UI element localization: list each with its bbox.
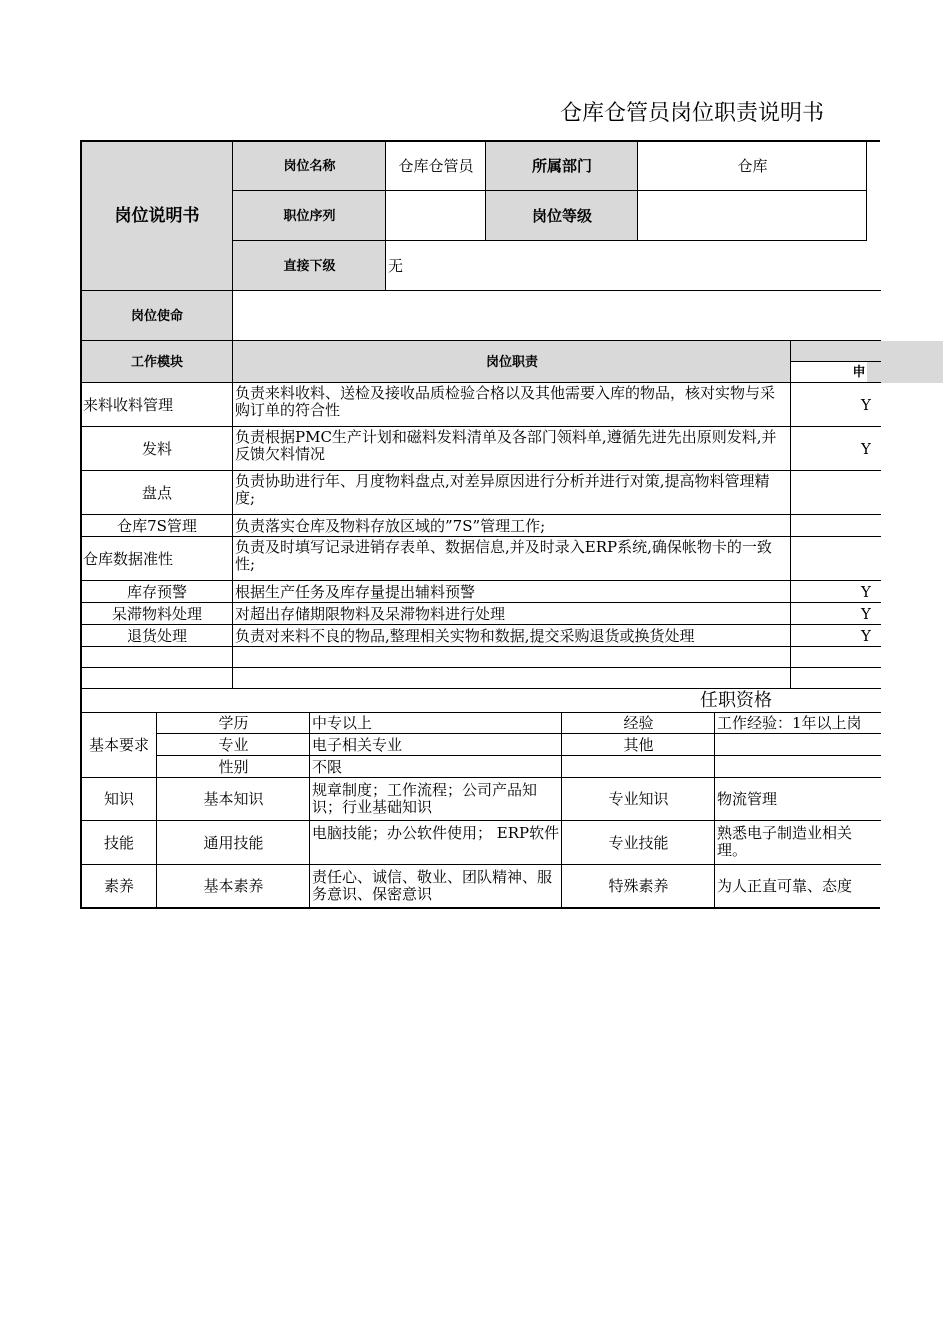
grid-line <box>866 141 867 241</box>
grid-line <box>81 667 881 668</box>
grid-line <box>81 864 881 865</box>
grid-line <box>156 713 157 908</box>
duty-cell: 负责协助进行年、月度物料盘点,对差异原因进行分析并进行对策,提高物料管理精度; <box>235 472 770 507</box>
module-cell: 盘点 <box>141 483 172 502</box>
subordinate-label: 直接下级 <box>233 241 386 291</box>
module-cell: 来料收料管理 <box>83 395 174 414</box>
experience-value: 工作经验：1年以上岗 <box>717 714 862 732</box>
basic-knowledge-value: 规章制度；工作流程；公司产品知识；行业基础知识 <box>312 781 538 816</box>
grid-line <box>561 713 562 908</box>
pro-knowledge-value: 物流管理 <box>717 790 778 808</box>
offscreen-header-fill <box>867 341 943 383</box>
subordinate-value: 无 <box>388 256 404 275</box>
grid-line <box>81 290 881 291</box>
gender-label: 性别 <box>218 757 249 776</box>
basic-requirements-label: 基本要求 <box>88 736 149 754</box>
grid-line <box>81 470 881 471</box>
skill-label: 技能 <box>103 833 134 852</box>
grid-line <box>80 907 880 909</box>
basic-quality-label: 基本素养 <box>203 877 264 895</box>
grid-line <box>714 713 715 908</box>
grid-line <box>81 382 881 383</box>
extra-column-header: 申 <box>852 365 866 380</box>
grid-line <box>81 514 881 515</box>
module-cell: 呆滞物料处理 <box>111 604 202 623</box>
flag-cell: Y <box>861 439 871 458</box>
grid-line <box>233 240 867 241</box>
duty-cell: 负责对来料不良的物品,整理相关实物和数据,提交采购退货或换货处理 <box>235 626 695 645</box>
extra-column-header-top <box>791 341 867 362</box>
empty-cell <box>715 756 867 778</box>
grid-line <box>81 536 881 537</box>
duty-cell: 对超出存储期限物料及呆滞物料进行处理 <box>235 604 506 623</box>
flag-cell <box>791 537 867 581</box>
duty-cell: 根据生产任务及库存量提出辅料预警 <box>235 582 476 601</box>
grid-line <box>81 646 881 647</box>
department-label: 所属部门 <box>486 141 638 191</box>
knowledge-label: 知识 <box>103 790 134 808</box>
mission-value <box>233 291 867 341</box>
grid-line <box>80 140 880 142</box>
empty-cell <box>233 668 791 689</box>
doc-label: 岗位说明书 <box>81 141 233 291</box>
empty-cell <box>233 647 791 668</box>
flag-cell: Y <box>861 395 871 414</box>
pro-skill-label: 专业技能 <box>608 833 669 852</box>
quality-label: 素养 <box>103 877 134 895</box>
grid-line <box>232 141 233 689</box>
grid-line <box>157 755 881 756</box>
grade-label: 岗位等级 <box>486 191 638 241</box>
position-name-value: 仓库仓管员 <box>398 156 474 175</box>
grade-value <box>638 191 867 241</box>
module-cell: 退货处理 <box>126 626 187 645</box>
general-skill-label: 通用技能 <box>203 833 264 852</box>
grid-line <box>309 713 310 908</box>
grid-line <box>81 712 881 713</box>
general-skill-value: 电脑技能；办公软件使用； ERP软件 <box>312 824 560 842</box>
department-value: 仓库 <box>737 156 768 175</box>
page-title: 仓库仓管员岗位职责说明书 <box>560 101 825 126</box>
module-cell: 发料 <box>141 439 172 458</box>
grid-line <box>81 688 881 689</box>
module-cell: 仓库数据准性 <box>83 549 174 568</box>
other-label: 其他 <box>623 735 654 754</box>
flag-cell: Y <box>861 604 871 623</box>
major-label: 专业 <box>218 735 249 754</box>
education-label: 学历 <box>218 714 249 732</box>
grid-line <box>637 141 638 241</box>
sequence-value <box>386 191 486 241</box>
empty-cell <box>562 756 715 778</box>
duty-cell: 负责来料收料、送检及接收品质检验合格以及其他需要入库的物品，核对实物与采购订单的符合性 <box>235 384 776 419</box>
position-name-label: 岗位名称 <box>233 141 386 191</box>
grid-line <box>81 820 881 821</box>
module-cell: 仓库7S管理 <box>117 516 197 535</box>
experience-label: 经验 <box>623 714 654 732</box>
module-column-header: 工作模块 <box>81 341 233 383</box>
module-cell: 库存预警 <box>126 582 187 601</box>
other-value <box>715 734 867 756</box>
grid-line <box>81 624 881 625</box>
grid-line <box>81 426 881 427</box>
gender-value: 不限 <box>312 757 343 776</box>
grid-line <box>233 190 867 191</box>
major-value: 电子相关专业 <box>312 735 403 754</box>
pro-knowledge-label: 专业知识 <box>608 790 669 808</box>
basic-quality-value: 责任心、诚信、敬业、团队精神、服务意识、保密意识 <box>312 868 553 903</box>
grid-line <box>81 340 881 341</box>
empty-cell <box>81 647 233 668</box>
pro-skill-value: 熟悉电子制造业相关理。 <box>717 824 853 859</box>
special-quality-value: 为人正直可靠、态度 <box>717 877 853 895</box>
grid-line <box>485 141 486 241</box>
special-quality-label: 特殊素养 <box>608 877 669 895</box>
duty-cell: 负责落实仓库及物料存放区域的”7S”管理工作; <box>235 516 546 535</box>
grid-line <box>385 141 386 291</box>
basic-knowledge-label: 基本知识 <box>203 790 264 808</box>
duty-cell: 负责及时填写记录进销存表单、数据信息,并及时录入ERP系统,确保帐物卡的一致性; <box>235 538 772 573</box>
education-value: 中专以上 <box>312 714 373 732</box>
flag-cell: Y <box>861 626 871 645</box>
grid-line <box>81 777 881 778</box>
flag-cell: Y <box>861 582 871 601</box>
flag-cell <box>791 515 867 537</box>
grid-line <box>791 361 881 362</box>
empty-cell <box>81 668 233 689</box>
flag-cell <box>791 471 867 515</box>
qualifications-title: 任职资格 <box>700 690 772 711</box>
duty-cell: 负责根据PMC生产计划和磁料发料清单及各部门领料单,遵循先进先出原则发料,并反馈欠料情况 <box>235 428 777 463</box>
grid-line <box>81 580 881 581</box>
sequence-label: 职位序列 <box>233 191 386 241</box>
grid-line <box>790 341 791 689</box>
grid-line <box>81 602 881 603</box>
grid-line <box>157 733 881 734</box>
grid-line <box>80 140 82 909</box>
duty-column-header: 岗位职责 <box>233 341 791 383</box>
mission-label: 岗位使命 <box>81 291 233 341</box>
